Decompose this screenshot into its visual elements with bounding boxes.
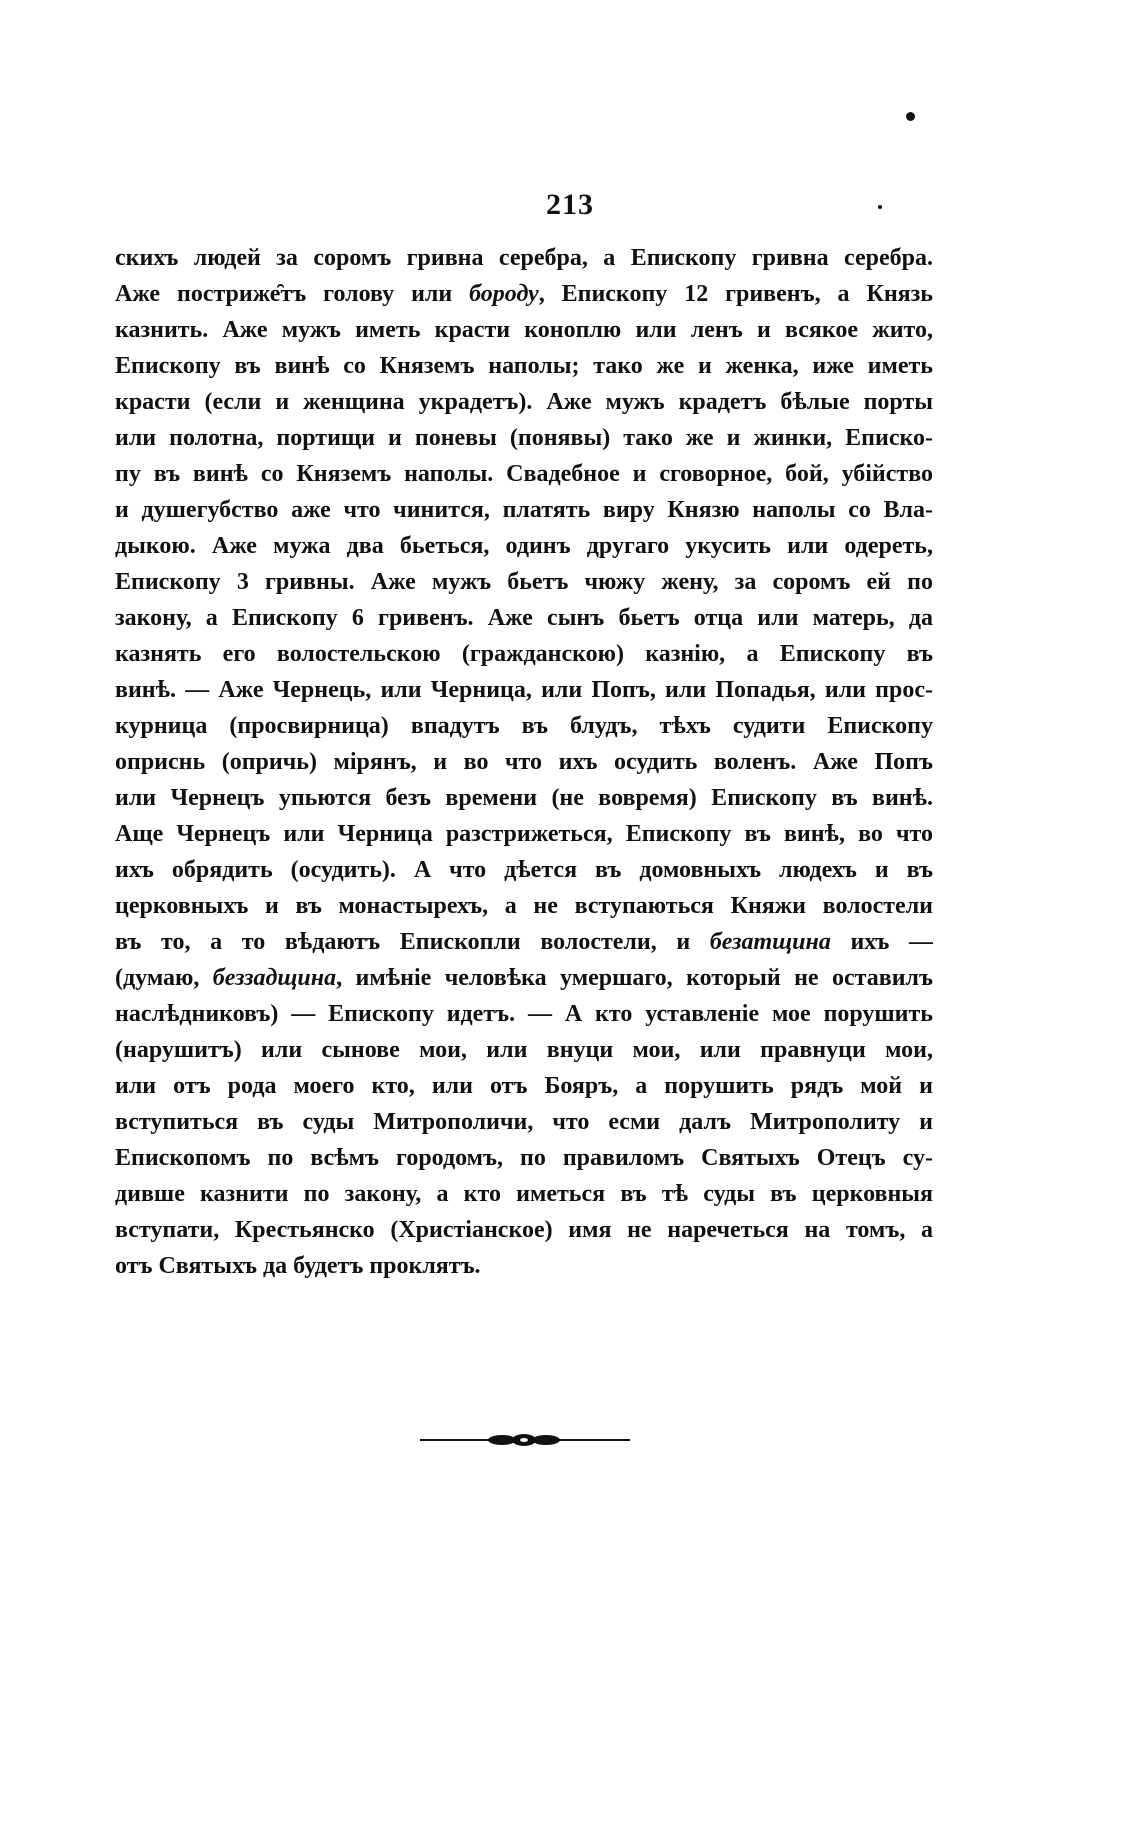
text-line [115,1212,933,1248]
text-segment: или Чернецъ упьются безъ времени (не вовремя) Епископу въ винѣ. [115,785,933,811]
text-segment: ихъ обрядить (осудить). А что дѣется въ домовныхъ людехъ и въ [115,857,933,883]
text-line [115,348,933,384]
text-line [115,420,933,456]
text-line [115,924,933,960]
italic-term: безатщина [709,929,831,955]
text-line [115,456,933,492]
text-segment: отъ Святыхъ да будетъ проклятъ. [115,1253,481,1279]
text-segment: казнять его волостельскою (гражданскою) казнію, а Епископу въ [115,641,933,667]
text-line [115,780,933,816]
text-segment: казнить. Аже мужъ иметь красти коноплю или ленъ и всякое жито, [115,317,933,343]
ink-speck [906,112,915,121]
text-segment: скихъ людей за соромъ гривна серебра, а Епископу гривна серебра. [115,245,933,271]
text-segment: красти (если и женщина украдетъ). Аже мужъ крадетъ бѣлые порты [115,389,933,415]
text-line [115,996,933,1032]
text-line [115,852,933,888]
text-segment: оприснь (опричь) мірянъ, и во что ихъ осудить воленъ. Аже Попъ [115,749,933,775]
text-segment: дыкою. Аже мужа два бьеться, одинъ другаго укусить или одереть, [115,533,933,559]
text-segment: Епископу въ винѣ со Княземъ наполы; тако же и женка, иже иметь [115,353,933,379]
text-segment: Аже постриже̑тъ голову или [115,281,470,307]
text-line [115,1140,933,1176]
text-segment: , Епископу 12 гривенъ, а Князь [538,281,933,307]
text-segment: или полотна, портищи и поневы (понявы) тако же и жинки, Еписко- [115,425,933,451]
text-line [115,672,933,708]
text-line [115,528,933,564]
text-line [115,888,933,924]
text-line [115,564,933,600]
text-line [115,1032,933,1068]
text-segment: (думаю, [115,965,213,991]
text-line [115,1176,933,1212]
text-line [115,1104,933,1140]
text-segment: наслѣдниковъ) — Епископу идетъ. — А кто уставленіе мое порушить [115,1001,933,1027]
text-line [115,636,933,672]
text-segment: вступати, Крестьянско (Христіанское) имя не наречеться на томъ, а [115,1217,933,1243]
text-segment: закону, а Епископу 6 гривенъ. Аже сынъ бьетъ отца или матерь, да [115,605,933,631]
italic-term: бороду [469,281,539,307]
text-segment: дивше казнити по закону, а кто иметься въ тѣ суды въ церковныя [115,1181,933,1207]
text-segment: пу въ винѣ со Княземъ наполы. Свадебное и сговорное, бой, убійство [115,461,933,487]
text-line [115,240,933,276]
text-segment: въ то, а то вѣдаютъ Епископли волостели, и [115,929,710,955]
text-line [115,600,933,636]
text-line [115,816,933,852]
body-text [115,240,933,1284]
text-line [115,1248,933,1284]
text-segment: Епископомъ по всѣмъ городомъ, по правиломъ Святыхъ Отецъ су- [115,1145,933,1171]
text-segment: курница (просвирница) впадутъ въ блудъ, тѣхъ судити Епископу [115,713,933,739]
text-segment: церковныхъ и въ монастырехъ, а не вступаються Княжи волостели [115,893,933,919]
text-line [115,1068,933,1104]
text-segment: ихъ — [830,929,933,955]
text-segment: Аще Чернецъ или Черница разстрижеться, Епископу въ винѣ, во что [115,821,933,847]
text-segment: (нарушитъ) или сынове мои, или внуци мои, или правнуци мои, [115,1037,933,1063]
text-line [115,384,933,420]
text-line [115,708,933,744]
italic-term: беззадщина [212,965,337,991]
text-line [115,312,933,348]
text-line [115,744,933,780]
text-segment: и душегубство аже что чинится, платять виру Князю наполы со Вла- [115,497,933,523]
text-line [115,492,933,528]
text-segment: винѣ. — Аже Чернець, или Черница, или Попъ, или Попадья, или прос- [115,677,933,703]
page-number: 213 [546,188,594,221]
end-ornament [420,1430,630,1450]
text-segment: вступиться въ суды Митрополичи, что есми далъ Митрополиту и [115,1109,933,1135]
text-line [115,276,933,312]
text-segment: или отъ рода моего кто, или отъ Бояръ, а порушить рядъ мой и [115,1073,933,1099]
text-line [115,960,933,996]
text-segment: , имѣніе человѣка умершаго, который не оставилъ [336,965,933,991]
text-segment: Епископу 3 гривны. Аже мужъ бьетъ чюжу жену, за соромъ ей по [115,569,933,595]
